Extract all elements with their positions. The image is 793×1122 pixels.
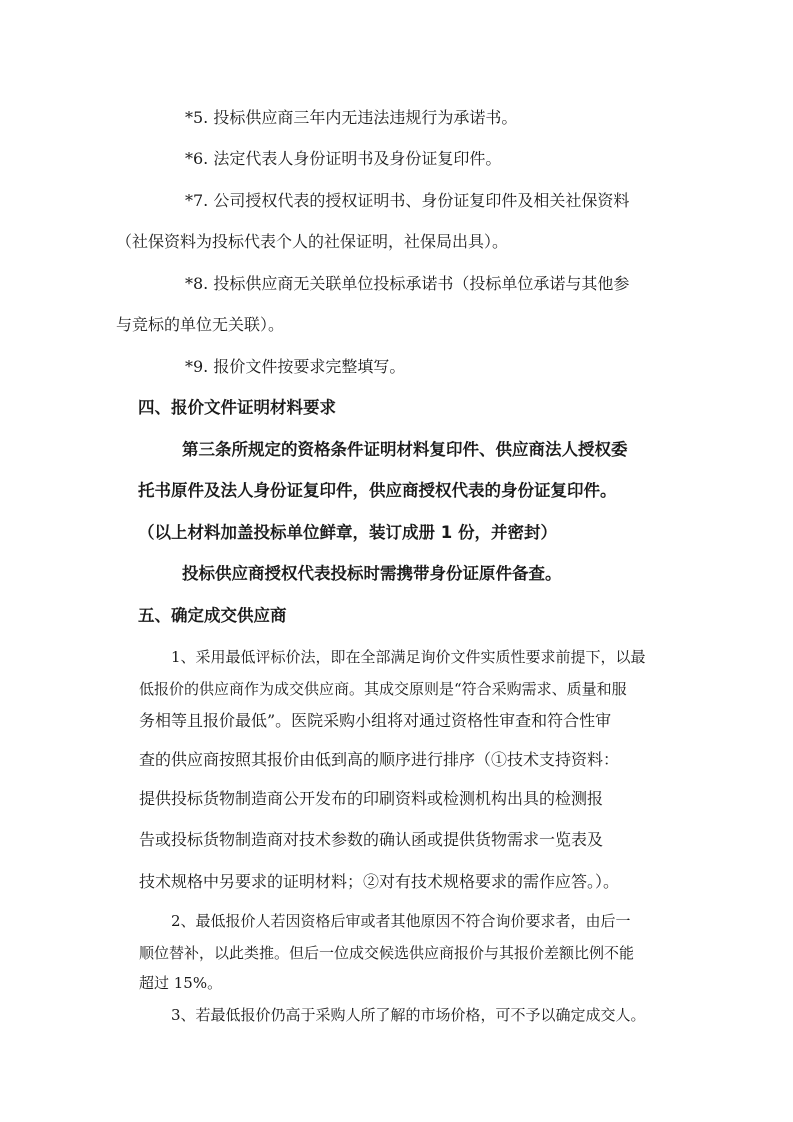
section-4-paragraph-2: （以上材料加盖投标单位鲜章，装订成册 1 份，并密封） (138, 523, 557, 542)
rule-2-line-1: 2、最低报价人若因资格后审或者其他原因不符合询价要求者，由后一 (171, 912, 631, 930)
item-9: *9. 报价文件按要求完整填写。 (185, 357, 406, 376)
item-8-line-1: *8. 投标供应商无关联单位投标承诺书（投标单位承诺与其他参 (185, 274, 630, 293)
rule-1-line-3: 务相等且报价最低”。医院采购小组将对通过资格性审查和符合性审 (139, 711, 612, 730)
rule-1-line-1: 1、采用最低评标价法，即在全部满足询价文件实质性要求前提下，以最 (171, 648, 646, 666)
item-6: *6. 法定代表人身份证明书及身份证复印件。 (185, 149, 502, 168)
item-7-line-2: （社保资料为投标代表个人的社保证明，社保局出具）。 (116, 232, 509, 251)
section-4-heading: 四、报价文件证明材料要求 (138, 398, 336, 417)
rule-1-line-6: 告或投标货物制造商对技术参数的确认函或提供货物需求一览表及 (139, 830, 604, 849)
rule-3: 3、若最低报价仍高于采购人所了解的市场价格，可不予以确定成交人。 (171, 1006, 646, 1024)
rule-2-line-2: 顺位替补，以此类推。但后一位成交候选供应商报价与其报价差额比例不能 (139, 944, 635, 962)
section-4-paragraph-1-line-2: 托书原件及法人身份证复印件，供应商授权代表的身份证复印件。 (138, 481, 617, 500)
section-5-heading: 五、确定成交供应商 (138, 606, 287, 625)
item-8-line-2: 与竞标的单位无关联）。 (116, 315, 285, 334)
rule-1-line-7: 技术规格中另要求的证明材料；②对有技术规格要求的需作应答。）。 (139, 872, 620, 891)
section-4-paragraph-3: 投标供应商授权代表投标时需携带身份证原件备查。 (182, 564, 562, 583)
rule-1-line-2: 低报价的供应商作为成交供应商。其成交原则是“符合采购需求、质量和服 (139, 680, 627, 698)
item-7-line-1: *7. 公司授权代表的授权证明书、身份证复印件及相关社保资料 (185, 191, 630, 210)
item-5: *5. 投标供应商三年内无违法违规行为承诺书。 (185, 108, 518, 127)
section-4-paragraph-1-line-1: 第三条所规定的资格条件证明材料复印件、供应商法人授权委 (182, 440, 628, 459)
rule-1-line-4: 查的供应商按照其报价由低到高的顺序进行排序（①技术支持资料： (139, 750, 620, 769)
rule-2-line-3: 超过 15%。 (139, 974, 223, 992)
rule-1-line-5: 提供投标货物制造商公开发布的印刷资料或检测机构出具的检测报 (139, 789, 604, 808)
